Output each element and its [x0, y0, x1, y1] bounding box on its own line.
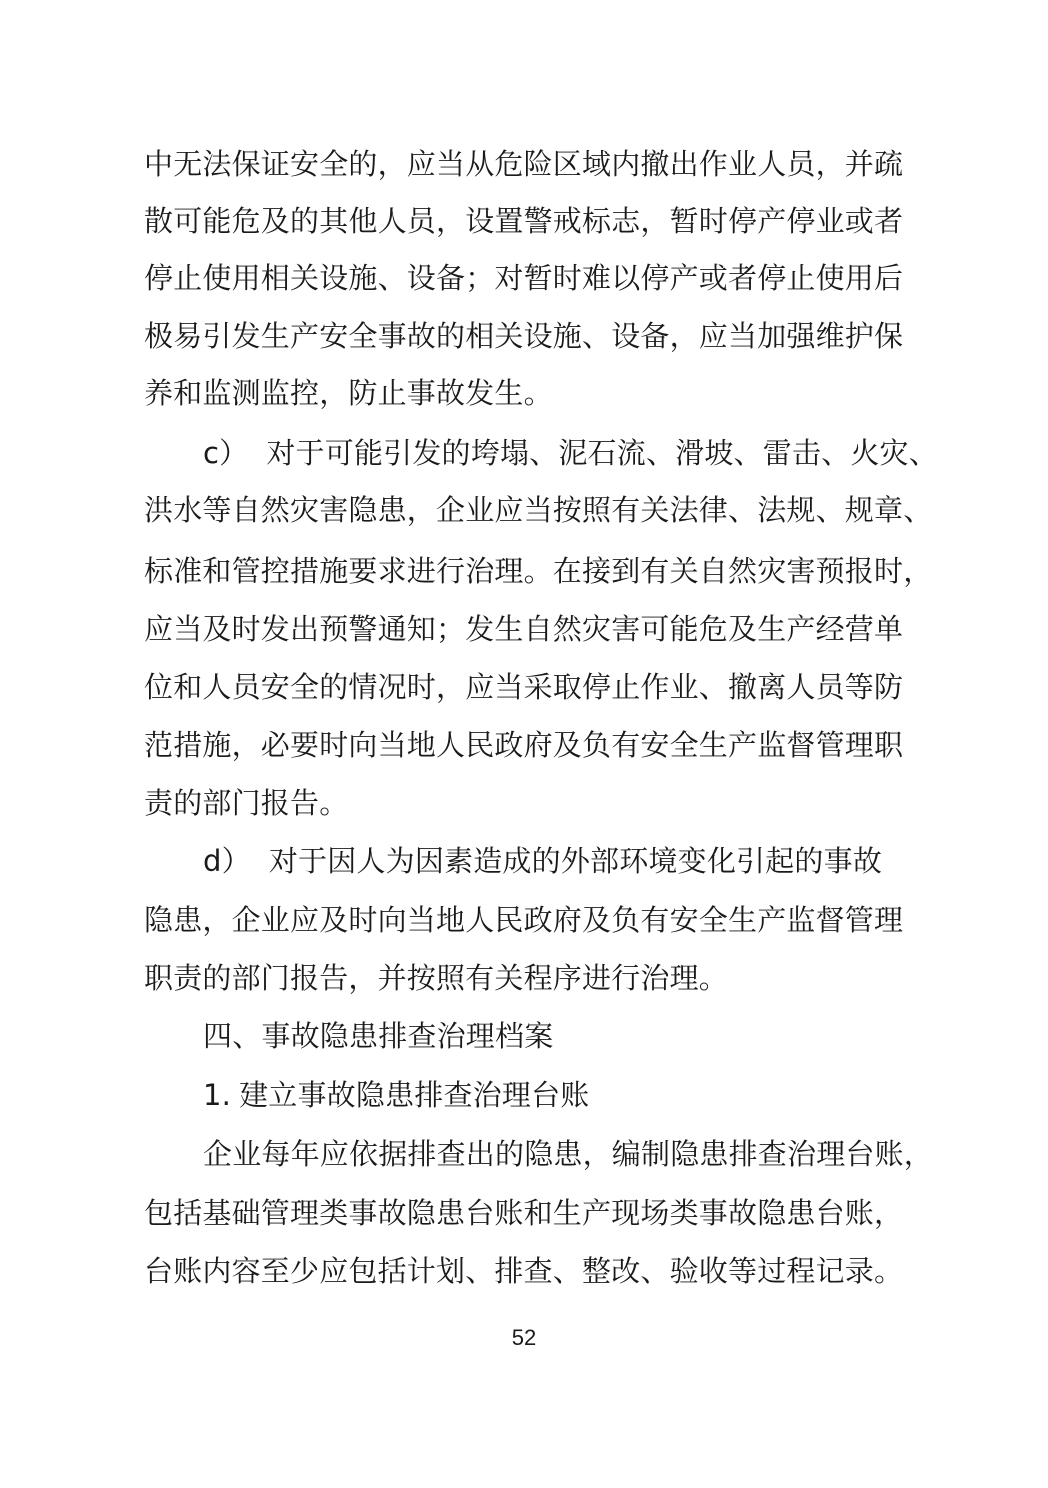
list-marker-d: d）	[203, 844, 251, 878]
paragraph-line: 责的部门报告。	[144, 786, 349, 820]
paragraph-d-text: 对于因人为因素造成的外部环境变化引起的事故	[268, 844, 883, 878]
paragraph-line: 应当及时发出预警通知；发生自然灾害可能危及生产经营单	[144, 612, 904, 646]
paragraph-line: 标准和管控措施要求进行治理。在接到有关自然灾害预报时，	[144, 554, 933, 588]
page-number: 52	[511, 1325, 537, 1350]
paragraph-line: 台账内容至少应包括计划、排查、整改、验收等过程记录。	[144, 1254, 904, 1288]
paragraph-line: 包括基础管理类事故隐患台账和生产现场类事故隐患台账，	[144, 1196, 904, 1230]
subsection-heading	[203, 1075, 983, 1115]
paragraph-line: 中无法保证安全的，应当从危险区域内撤出作业人员，并疏	[144, 147, 904, 181]
paragraph-line: 隐患，企业应及时向当地人民政府及负有安全生产监督管理	[144, 903, 904, 937]
paragraph-line: 养和监测监控，防止事故发生。	[144, 376, 553, 410]
list-marker-c: c）	[203, 436, 249, 470]
subsection-number: 1.	[203, 1078, 232, 1112]
paragraph-line: 极易引发生产安全事故的相关设施、设备，应当加强维护保	[144, 319, 904, 353]
paragraph-line: 位和人员安全的情况时，应当采取停止作业、撤离人员等防	[144, 670, 904, 704]
paragraph-line: 范措施，必要时向当地人民政府及负有安全生产监督管理职	[144, 728, 904, 762]
paragraph-line: 洪水等自然灾害隐患，企业应当按照有关法律、法规、规章、	[144, 493, 933, 527]
paragraph-line: 散可能危及的其他人员，设置警戒标志，暂时停产停业或者	[144, 204, 904, 238]
paragraph-first-line: 企业每年应依据排查出的隐患，编制隐患排查治理台账，	[203, 1137, 934, 1171]
subsection-title: 建立事故隐患排查治理台账	[239, 1078, 590, 1112]
paragraph-c-first-line	[203, 433, 983, 473]
section-heading: 四、事故隐患排查治理档案	[203, 1019, 554, 1053]
paragraph-line: 职责的部门报告，并按照有关程序进行治理。	[144, 961, 729, 995]
paragraph-line: 停止使用相关设施、设备；对暂时难以停产或者停止使用后	[144, 261, 904, 295]
paragraph-c-text: 对于可能引发的垮塌、泥石流、滑坡、雷击、火灾、	[266, 436, 938, 470]
paragraph-d-first-line	[203, 841, 983, 881]
